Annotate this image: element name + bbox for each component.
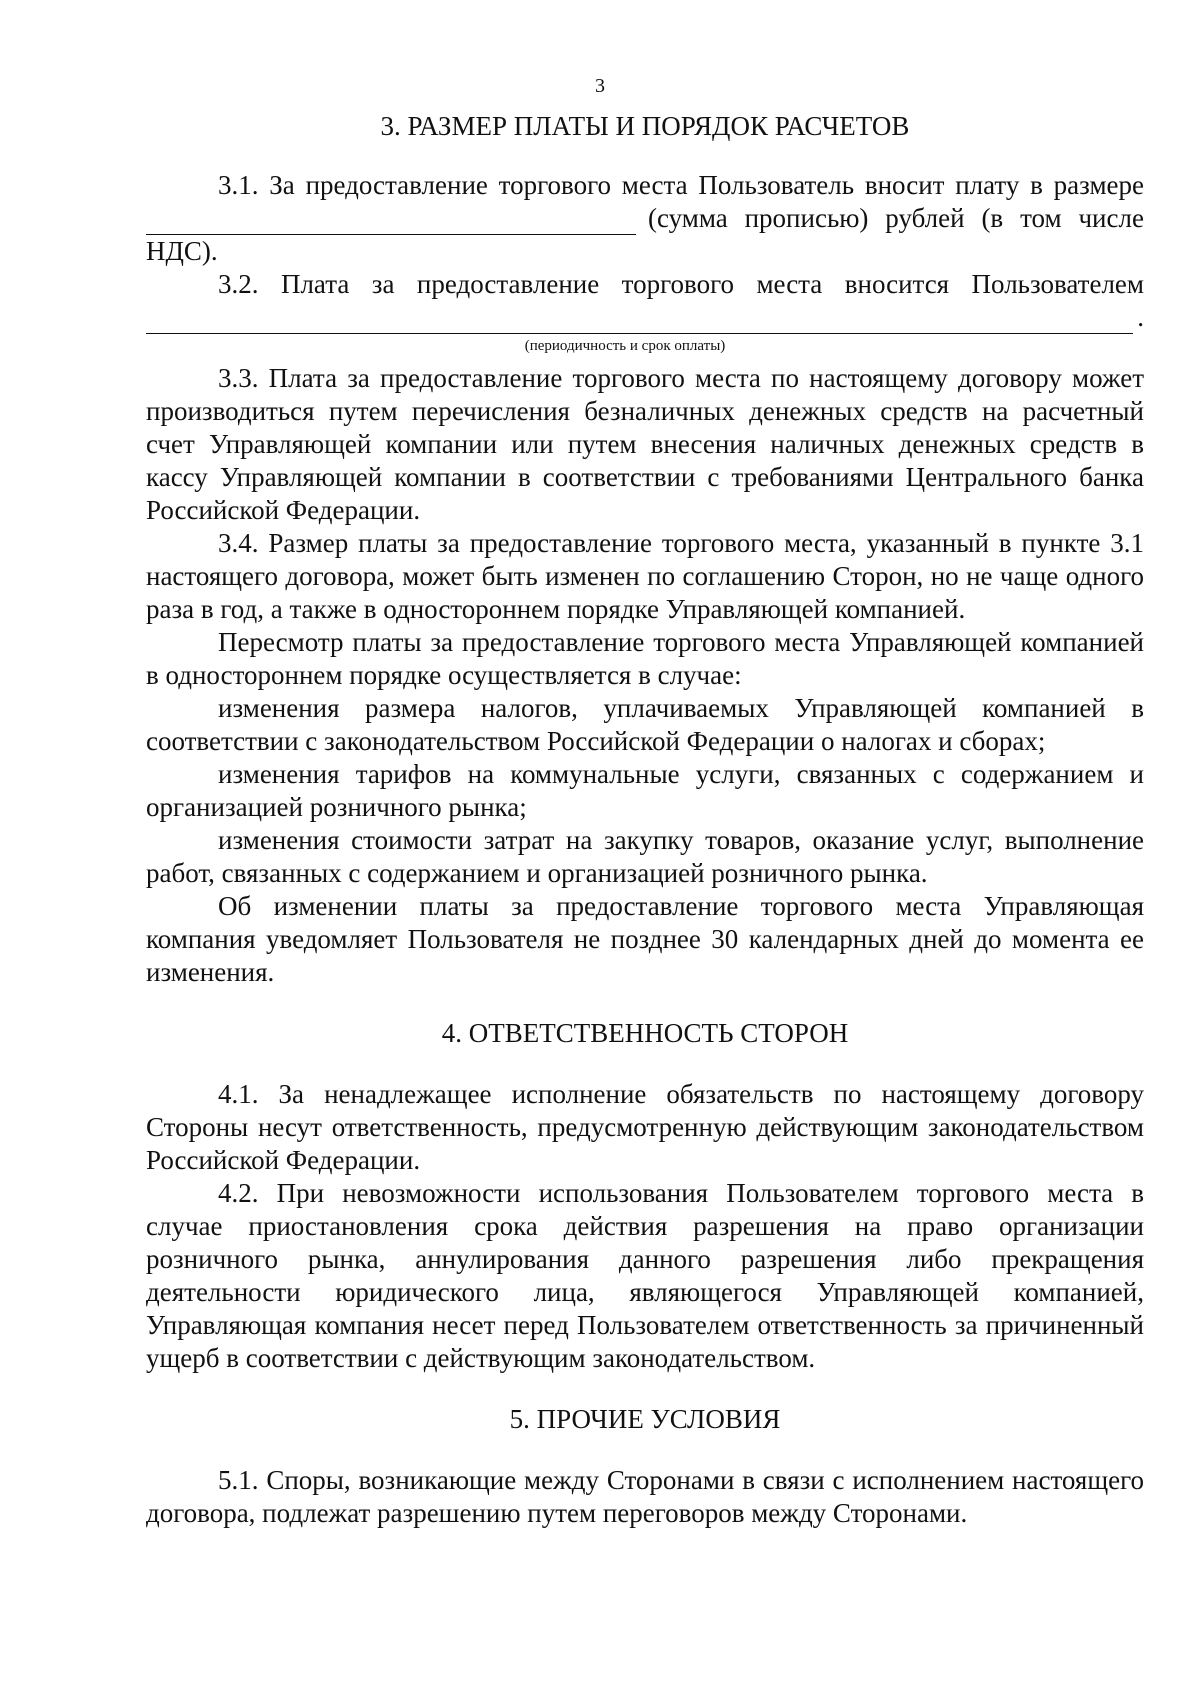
- clause-3-3: 3.3. Плата за предоставление торгового места по настоящему договору может производиться путем перечисления безналичных денежных средств на расчетный счет Управляющей компании или путем внесения наличных денежных средств в кассу Управляющей компании в соответствии с требованиями Центрального банка Российской Федерации.: [146, 363, 1144, 525]
- word: том: [1020, 203, 1062, 233]
- word: (сумма: [648, 203, 728, 233]
- payment-period-blank-field[interactable]: [146, 307, 1133, 334]
- payment-period-caption: (периодичность и срок оплаты): [524, 338, 726, 354]
- fee-review-paragraph: Пересмотр платы за предоставление торгового места Управляющей компанией в одностороннем порядке осуществляется в случае:: [146, 627, 1144, 690]
- word: рублей: [885, 203, 965, 233]
- section-3-title: 3. РАЗМЕР ПЛАТЫ И ПОРЯДОК РАСЧЕТОВ: [380, 111, 910, 141]
- clause-3-2-text: 3.2. Плата за предоставление торгового места вносится Пользователем: [218, 269, 1144, 299]
- clause-3-2-end-mark: .: [1137, 302, 1144, 332]
- section-5-title: 5. ПРОЧИЕ УСЛОВИЯ: [509, 1404, 781, 1434]
- amount-words-row: [648, 202, 1144, 235]
- amount-blank-field[interactable]: [146, 208, 636, 235]
- fee-change-notice: Об изменении платы за предоставление торгового места Управляющая компания уведомляет Пользователя не позднее 30 календарных дней до момента ее изменения.: [146, 891, 1144, 987]
- review-case-tariffs: изменения тарифов на коммунальные услуги, связанных с содержанием и организацией розничного рынка;: [146, 759, 1144, 822]
- page-number: 3: [595, 75, 605, 97]
- word: прописью): [744, 203, 869, 233]
- clause-4-2: 4.2. При невозможности использования Пользователем торгового места в случае приостановления срока действия разрешения на право организации розничного рынка, аннулирования данного разрешения либо прекращения деятельности юридического лица, являющегося Управляющей компанией, Управляющая компания несет перед Пользователем ответственность за причиненный ущерб в соответствии с действующим законодательством.: [146, 1178, 1144, 1373]
- clause-3-4: 3.4. Размер платы за предоставление торгового места, указанный в пункте 3.1 настоящего договора, может быть изменен по соглашению Сторон, но не чаще одного раза в год, а также в одностороннем порядке Управляющей компанией.: [146, 528, 1144, 624]
- clause-4-1: 4.1. За ненадлежащее исполнение обязательств по настоящему договору Стороны несут ответственность, предусмотренную действующим законодательством Российской Федерации.: [146, 1079, 1144, 1175]
- word: (в: [981, 203, 1004, 233]
- review-case-costs: изменения стоимости затрат на закупку товаров, оказание услуг, выполнение работ, связанных с содержанием и организацией розничного рынка.: [146, 825, 1144, 888]
- review-case-taxes: изменения размера налогов, уплачиваемых Управляющей компанией в соответствии с законодательством Российской Федерации о налогах и сборах;: [146, 693, 1144, 756]
- clause-3-1-line-2: [146, 202, 1144, 235]
- clause-3-1-line-3: НДС).: [146, 236, 218, 266]
- clause-5-1: 5.1. Споры, возникающие между Сторонами в связи с исполнением настоящего договора, подлежат разрешению путем переговоров между Сторонами.: [146, 1465, 1144, 1528]
- section-4-title: 4. ОТВЕТСТВЕННОСТЬ СТОРОН: [441, 1018, 849, 1048]
- clause-3-2-blank-line: [146, 301, 1144, 334]
- clause-3-1-line-1: 3.1. За предоставление торгового места Пользователь вносит плату в размере: [218, 170, 1144, 200]
- word: числе: [1078, 203, 1144, 233]
- document-body: [146, 110, 1144, 1530]
